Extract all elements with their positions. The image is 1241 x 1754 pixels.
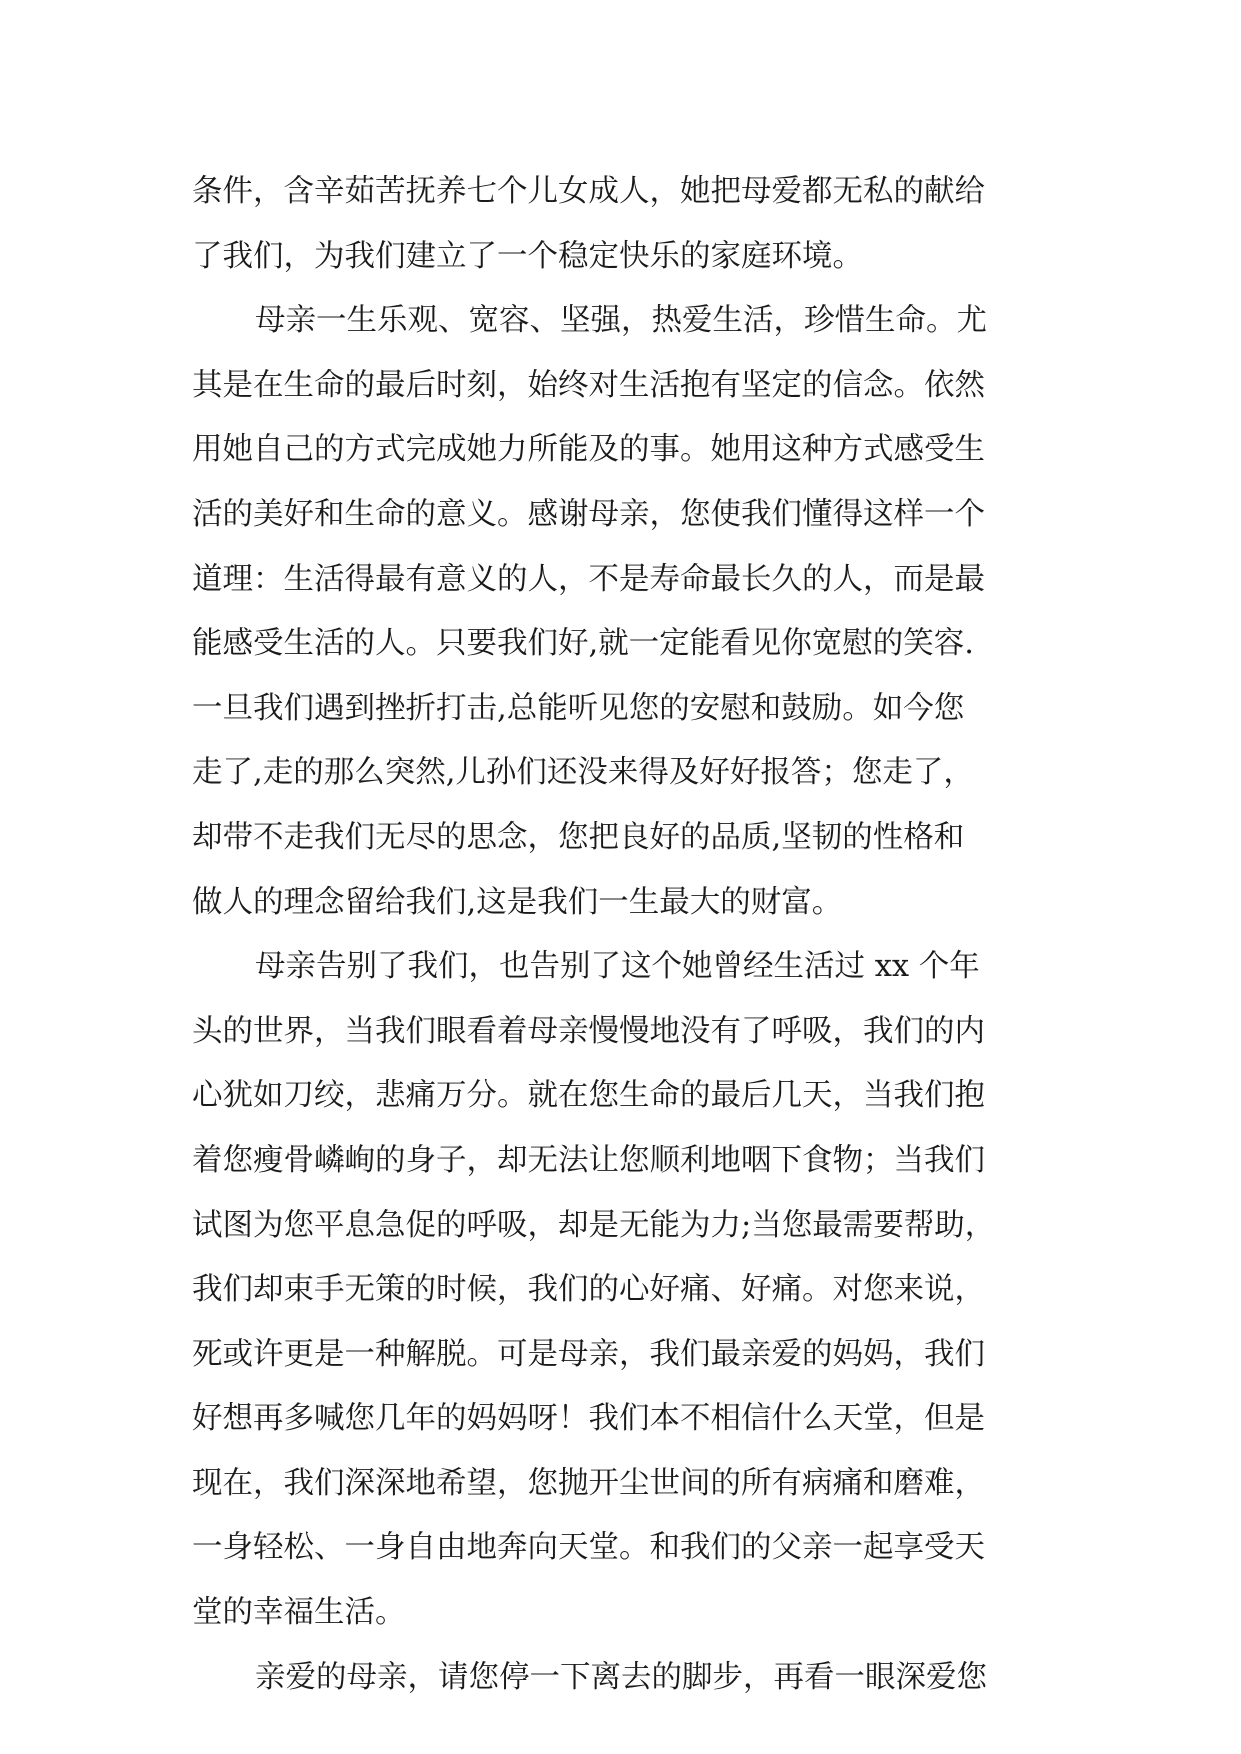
body-text (192, 160, 1072, 1710)
paragraph-start-line: 亲爱的母亲，请您停一下离去的脚步，再看一眼深爱您 (255, 1659, 987, 1695)
text-line: 走了,走的那么突然,儿孙们还没来得及好好报答；您走了， (192, 755, 974, 791)
text-line: 能感受生活的人。只要我们好,就一定能看见你宽慰的笑容. (192, 626, 974, 662)
text-line: 头的世界，当我们眼看着母亲慢慢地没有了呼吸，我们的内 (192, 1013, 985, 1049)
text-line: 好想再多喊您几年的妈妈呀！我们本不相信什么天堂，但是 (192, 1401, 985, 1437)
text-line: 了我们，为我们建立了一个稳定快乐的家庭环境。 (192, 238, 863, 274)
text-line: 条件，含辛茹苦抚养七个儿女成人，她把母爱都无私的献给 (192, 174, 985, 209)
text-line: 死或许更是一种解脱。可是母亲，我们最亲爱的妈妈，我们 (192, 1336, 985, 1372)
text-line: 心犹如刀绞，悲痛万分。就在您生命的最后几天，当我们抱 (192, 1078, 985, 1114)
text-line: 一身轻松、一身自由地奔向天堂。和我们的父亲一起享受天 (192, 1530, 985, 1566)
text-line: 着您瘦骨嶙峋的身子，却无法让您顺利地咽下食物；当我们 (192, 1142, 985, 1178)
text-line: 却带不走我们无尽的思念，您把良好的品质,坚韧的性格和 (192, 819, 965, 855)
paragraph-start-line: 母亲一生乐观、宽容、坚强，热爱生活，珍惜生命。尤 (255, 303, 987, 339)
text-line: 现在，我们深深地希望，您抛开尘世间的所有病痛和磨难， (192, 1465, 985, 1501)
text-line: 一旦我们遇到挫折打击,总能听见您的安慰和鼓励。如今您 (192, 690, 965, 726)
text-line: 其是在生命的最后时刻，始终对生活抱有坚定的信念。依然 (192, 367, 985, 403)
text-line: 我们却束手无策的时候，我们的心好痛、好痛。对您来说， (192, 1272, 985, 1308)
text-line: 道理：生活得最有意义的人，不是寿命最长久的人，而是最 (192, 561, 985, 597)
text-line: 做人的理念留给我们,这是我们一生最大的财富。 (192, 884, 843, 920)
text-line: 活的美好和生命的意义。感谢母亲，您使我们懂得这样一个 (192, 496, 985, 532)
text-line: 用她自己的方式完成她力所能及的事。她用这种方式感受生 (192, 432, 985, 468)
paragraph-start-line: 母亲告别了我们，也告别了这个她曾经生活过 xx 个年 (255, 949, 980, 985)
text-line: 堂的幸福生活。 (192, 1595, 406, 1631)
text-line: 试图为您平息急促的呼吸，却是无能为力;当您最需要帮助， (192, 1207, 996, 1243)
